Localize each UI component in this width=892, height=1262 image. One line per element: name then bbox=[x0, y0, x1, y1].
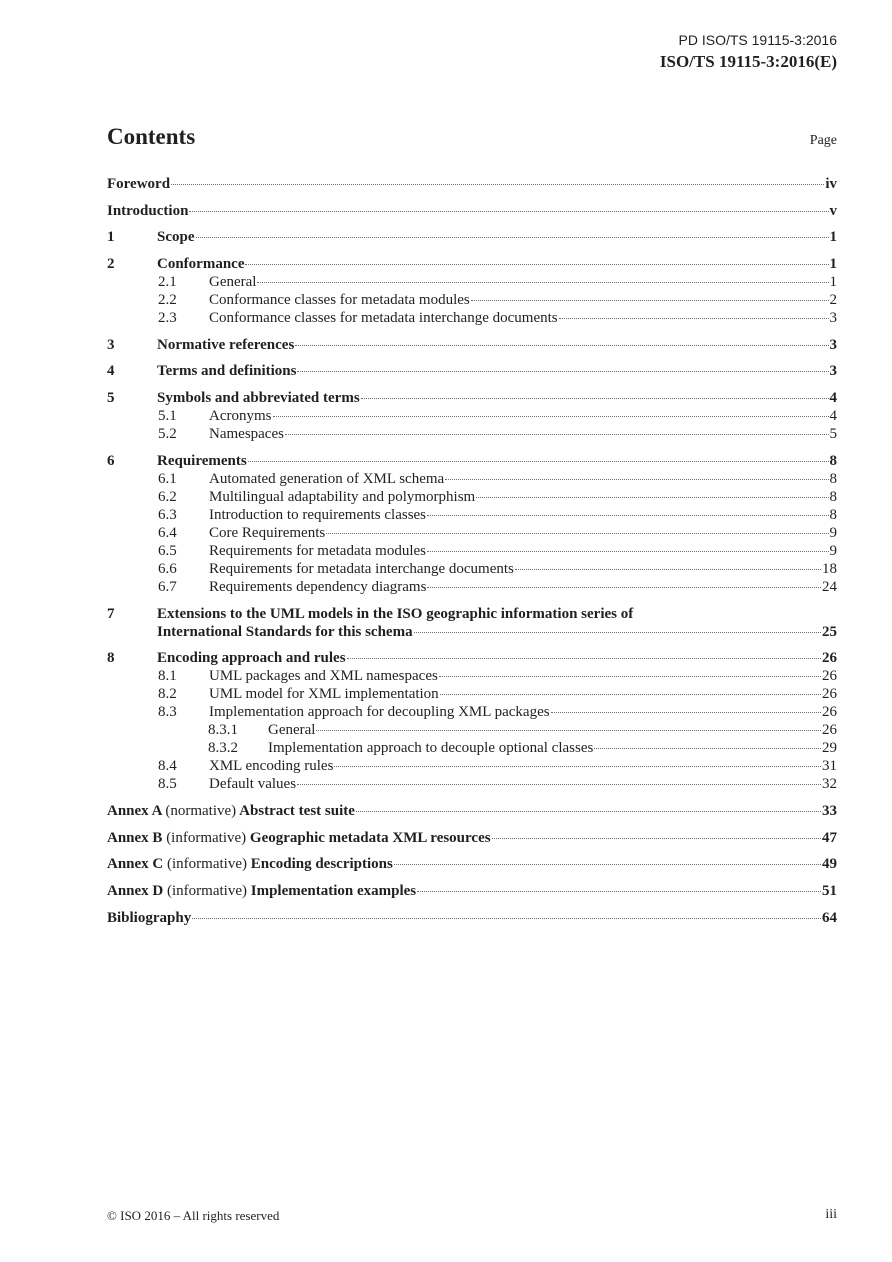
toc-leader-dots bbox=[334, 766, 821, 767]
toc-entry-number: 8.2 bbox=[158, 686, 177, 703]
toc-leader-dots bbox=[440, 694, 821, 695]
toc-entry-2-1[interactable] bbox=[107, 273, 837, 291]
toc-leader-dots bbox=[427, 515, 828, 516]
toc-leader-dots bbox=[439, 676, 821, 677]
toc-entry-number: 6.4 bbox=[158, 524, 177, 541]
toc-leader-dots bbox=[394, 864, 821, 865]
annex-label: Annex D bbox=[107, 882, 164, 899]
toc-entry-encoding-approach[interactable] bbox=[107, 649, 837, 667]
toc-leader-dots bbox=[492, 838, 821, 839]
toc-entry-title: Normative references bbox=[157, 336, 295, 353]
toc-entry-page: 64 bbox=[822, 909, 837, 926]
toc-entry-title: Encoding approach and rules bbox=[157, 650, 346, 667]
toc-entry-page: 49 bbox=[822, 856, 837, 873]
toc-entry-page: 9 bbox=[829, 524, 837, 541]
toc-leader-dots bbox=[326, 533, 828, 534]
toc-entry-number: 8 bbox=[107, 650, 115, 667]
toc-entry-6-1[interactable] bbox=[107, 470, 837, 488]
toc-leader-dots bbox=[171, 184, 824, 185]
toc-entry-page: v bbox=[829, 202, 837, 219]
header-document-id: PD ISO/TS 19115-3:2016 bbox=[678, 32, 837, 48]
toc-entry-number: 8.3.2 bbox=[208, 740, 238, 757]
toc-leader-dots bbox=[257, 282, 828, 283]
toc-leader-dots bbox=[347, 658, 821, 659]
toc-entry-scope[interactable] bbox=[107, 228, 837, 246]
toc-entry-8-5[interactable] bbox=[107, 775, 837, 793]
toc-entry-title: Namespaces bbox=[209, 426, 284, 443]
toc-leader-dots bbox=[551, 712, 821, 713]
toc-entry-8-3[interactable] bbox=[107, 703, 837, 721]
toc-entry-page: 26 bbox=[822, 650, 837, 667]
toc-entry-title: General bbox=[268, 722, 316, 739]
toc-entry-page: 29 bbox=[822, 740, 837, 757]
toc-entry-page: 25 bbox=[822, 623, 837, 640]
toc-leader-dots bbox=[594, 748, 821, 749]
toc-entry-title-full bbox=[107, 855, 393, 873]
toc-entry-page: 9 bbox=[829, 542, 837, 559]
toc-leader-dots bbox=[445, 479, 828, 480]
toc-entry-number: 2 bbox=[107, 256, 115, 273]
toc-entry-number: 7 bbox=[107, 605, 115, 622]
toc-entry-title: Default values bbox=[209, 776, 297, 793]
toc-entry-page: 1 bbox=[829, 274, 837, 291]
toc-entry-page: 8 bbox=[829, 506, 837, 523]
toc-entry-title: Implementation examples bbox=[250, 882, 417, 899]
toc-entry-8-3-1[interactable] bbox=[107, 721, 837, 739]
toc-entry-page: 26 bbox=[822, 704, 837, 721]
toc-entry-number: 6.5 bbox=[158, 542, 177, 559]
toc-entry-8-3-2[interactable] bbox=[107, 739, 837, 757]
annex-qualifier: (informative) bbox=[167, 856, 247, 873]
toc-entry-5-1[interactable] bbox=[107, 407, 837, 425]
toc-entry-number: 2.3 bbox=[158, 310, 177, 327]
toc-entry-page: 1 bbox=[829, 229, 837, 246]
toc-entry-title: Conformance classes for metadata modules bbox=[209, 292, 470, 309]
toc-entry-title: Terms and definitions bbox=[157, 363, 297, 380]
toc-entry-number: 2.1 bbox=[158, 274, 177, 291]
toc-entry-number: 5.2 bbox=[158, 426, 177, 443]
toc-entry-number: 4 bbox=[107, 363, 115, 380]
header-standard-id: ISO/TS 19115-3:2016(E) bbox=[659, 52, 837, 71]
toc-entry-5-2[interactable] bbox=[107, 425, 837, 443]
toc-entry-page: 8 bbox=[829, 470, 837, 487]
toc-entry-page: 24 bbox=[822, 578, 837, 595]
toc-entry-page: 3 bbox=[829, 310, 837, 327]
toc-entry-number: 6 bbox=[107, 452, 115, 469]
toc-entry-title: Symbols and abbreviated terms bbox=[157, 390, 360, 407]
toc-entry-8-1[interactable] bbox=[107, 667, 837, 685]
toc-entry-page: 4 bbox=[829, 408, 837, 425]
toc-entry-number: 5 bbox=[107, 390, 115, 407]
toc-entry-title-full bbox=[107, 829, 491, 847]
toc-leader-dots bbox=[356, 811, 821, 812]
toc-entry-title: Introduction bbox=[107, 202, 189, 219]
toc-entry-page: 51 bbox=[822, 882, 837, 899]
toc-entry-6-4[interactable] bbox=[107, 524, 837, 542]
toc-entry-2-2[interactable] bbox=[107, 291, 837, 309]
toc-entry-number: 8.1 bbox=[158, 668, 177, 685]
toc-entry-page: 26 bbox=[822, 722, 837, 739]
toc-entry-title: Geographic metadata XML resources bbox=[249, 829, 491, 846]
toc-entry-introduction[interactable] bbox=[107, 202, 837, 220]
toc-leader-dots bbox=[297, 371, 828, 372]
table-of-contents bbox=[107, 172, 837, 927]
toc-entry-symbols[interactable] bbox=[107, 389, 837, 407]
toc-entry-title: Bibliography bbox=[107, 909, 192, 926]
annex-qualifier: (normative) bbox=[165, 802, 237, 819]
toc-entry-normative-references[interactable] bbox=[107, 336, 837, 354]
toc-entry-title: Core Requirements bbox=[209, 524, 326, 541]
toc-entry-page: 1 bbox=[829, 256, 837, 273]
toc-leader-dots bbox=[515, 569, 821, 570]
toc-leader-dots bbox=[189, 211, 828, 212]
toc-entry-6-5[interactable] bbox=[107, 542, 837, 560]
toc-entry-title: Abstract test suite bbox=[239, 802, 355, 819]
toc-entry-foreword[interactable] bbox=[107, 175, 837, 193]
toc-entry-page: 3 bbox=[829, 336, 837, 353]
toc-entry-title: Encoding descriptions bbox=[250, 856, 393, 873]
toc-entry-number: 8.3 bbox=[158, 704, 177, 721]
toc-entry-title: Conformance bbox=[157, 256, 245, 273]
toc-entry-title-line1: Extensions to the UML models in the ISO geographic information series of bbox=[157, 605, 634, 622]
annex-qualifier: (informative) bbox=[167, 882, 247, 899]
toc-entry-title: Foreword bbox=[107, 176, 171, 192]
toc-leader-dots bbox=[417, 891, 821, 892]
toc-leader-dots bbox=[245, 264, 828, 265]
toc-entry-title: UML model for XML implementation bbox=[209, 686, 439, 703]
toc-leader-dots bbox=[427, 587, 821, 588]
toc-entry-title-full bbox=[107, 882, 416, 900]
copyright-notice: © ISO 2016 – All rights reserved bbox=[107, 1208, 280, 1223]
toc-entry-number: 8.4 bbox=[158, 758, 177, 775]
toc-entry-page: 33 bbox=[822, 802, 837, 819]
toc-entry-title: Multilingual adaptability and polymorphism bbox=[209, 488, 476, 505]
toc-entry-terms-definitions[interactable] bbox=[107, 362, 837, 380]
page-column-label: Page bbox=[809, 133, 837, 148]
toc-entry-page: 47 bbox=[822, 829, 837, 846]
toc-entry-number: 1 bbox=[107, 229, 115, 246]
toc-leader-dots bbox=[297, 784, 821, 785]
toc-entry-title: Scope bbox=[157, 229, 195, 246]
toc-entry-page: 26 bbox=[822, 668, 837, 685]
toc-entry-annex-a[interactable] bbox=[107, 802, 837, 820]
toc-entry-6-2[interactable] bbox=[107, 488, 837, 506]
toc-entry-title: Requirements for metadata interchange documents bbox=[209, 560, 514, 577]
toc-entry-6-6[interactable] bbox=[107, 560, 837, 578]
toc-entry-title-full bbox=[107, 802, 355, 820]
toc-leader-dots bbox=[192, 918, 821, 919]
toc-entry-page: 4 bbox=[829, 390, 837, 407]
toc-entry-title: General bbox=[209, 274, 257, 291]
toc-leader-dots bbox=[361, 398, 829, 399]
toc-entry-page: 26 bbox=[822, 686, 837, 703]
toc-leader-dots bbox=[316, 730, 821, 731]
toc-leader-dots bbox=[476, 497, 828, 498]
toc-entry-title: Implementation approach for decoupling XML packages bbox=[209, 704, 550, 721]
toc-entry-page: 5 bbox=[829, 426, 837, 443]
toc-entry-number: 6.3 bbox=[158, 506, 177, 523]
toc-entry-title: Introduction to requirements classes bbox=[209, 506, 427, 523]
toc-leader-dots bbox=[196, 237, 829, 238]
toc-entry-number: 2.2 bbox=[158, 292, 177, 309]
toc-entry-title: Acronyms bbox=[209, 408, 272, 425]
toc-entry-number: 6.2 bbox=[158, 488, 177, 505]
toc-entry-6-3[interactable] bbox=[107, 506, 837, 524]
toc-entry-8-4[interactable] bbox=[107, 757, 837, 775]
toc-entry-title: UML packages and XML namespaces bbox=[209, 668, 438, 685]
toc-entry-title: Requirements bbox=[157, 452, 247, 469]
page-title: Contents bbox=[107, 124, 196, 149]
annex-label: Annex A bbox=[107, 802, 162, 819]
annex-label: Annex B bbox=[107, 829, 163, 846]
toc-entry-number: 8.5 bbox=[158, 776, 177, 793]
toc-entry-title: Requirements dependency diagrams bbox=[209, 578, 427, 595]
toc-entry-page: 18 bbox=[822, 560, 837, 577]
toc-entry-number: 5.1 bbox=[158, 408, 177, 425]
toc-entry-number: 3 bbox=[107, 336, 115, 353]
annex-label: Annex C bbox=[107, 856, 164, 873]
toc-entry-6-7[interactable] bbox=[107, 578, 837, 596]
toc-leader-dots bbox=[471, 300, 829, 301]
toc-entry-conformance[interactable] bbox=[107, 255, 837, 273]
toc-entry-title: Conformance classes for metadata interchange documents bbox=[209, 310, 558, 327]
toc-entry-8-2[interactable] bbox=[107, 685, 837, 703]
toc-entry-annex-c[interactable] bbox=[107, 855, 837, 873]
toc-entry-page: 2 bbox=[829, 292, 837, 309]
toc-leader-dots bbox=[285, 434, 829, 435]
toc-leader-dots bbox=[427, 551, 828, 552]
toc-entry-page: 8 bbox=[829, 488, 837, 505]
toc-entry-page: 32 bbox=[822, 776, 837, 793]
toc-entry-2-3[interactable] bbox=[107, 309, 837, 327]
toc-entry-annex-d[interactable] bbox=[107, 882, 837, 900]
toc-entry-title: Implementation approach to decouple optional classes bbox=[268, 740, 594, 757]
toc-entry-page: 8 bbox=[829, 452, 837, 469]
toc-leader-dots bbox=[273, 416, 829, 417]
toc-leader-dots bbox=[414, 632, 821, 633]
toc-entry-title: International Standards for this schema bbox=[157, 623, 413, 640]
toc-entry-number: 6.6 bbox=[158, 560, 177, 577]
toc-leader-dots bbox=[559, 318, 829, 319]
toc-entry-title: Automated generation of XML schema bbox=[209, 470, 445, 487]
toc-leader-dots bbox=[295, 345, 828, 346]
page-number: iii bbox=[825, 1207, 837, 1222]
toc-entry-number: 8.3.1 bbox=[208, 722, 238, 739]
toc-entry-bibliography[interactable] bbox=[107, 909, 837, 927]
toc-entry-page: iv bbox=[825, 176, 837, 192]
toc-entry-annex-b[interactable] bbox=[107, 829, 837, 847]
toc-entry-page: 31 bbox=[822, 758, 837, 775]
toc-entry-extensions[interactable] bbox=[107, 605, 837, 641]
toc-entry-page: 3 bbox=[829, 363, 837, 380]
toc-entry-title: Requirements for metadata modules bbox=[209, 542, 427, 559]
annex-qualifier: (informative) bbox=[166, 829, 247, 846]
toc-entry-requirements[interactable] bbox=[107, 452, 837, 470]
toc-entry-number: 6.1 bbox=[158, 470, 177, 487]
toc-leader-dots bbox=[248, 461, 829, 462]
toc-entry-number: 6.7 bbox=[158, 578, 177, 595]
toc-entry-title: XML encoding rules bbox=[209, 758, 334, 775]
